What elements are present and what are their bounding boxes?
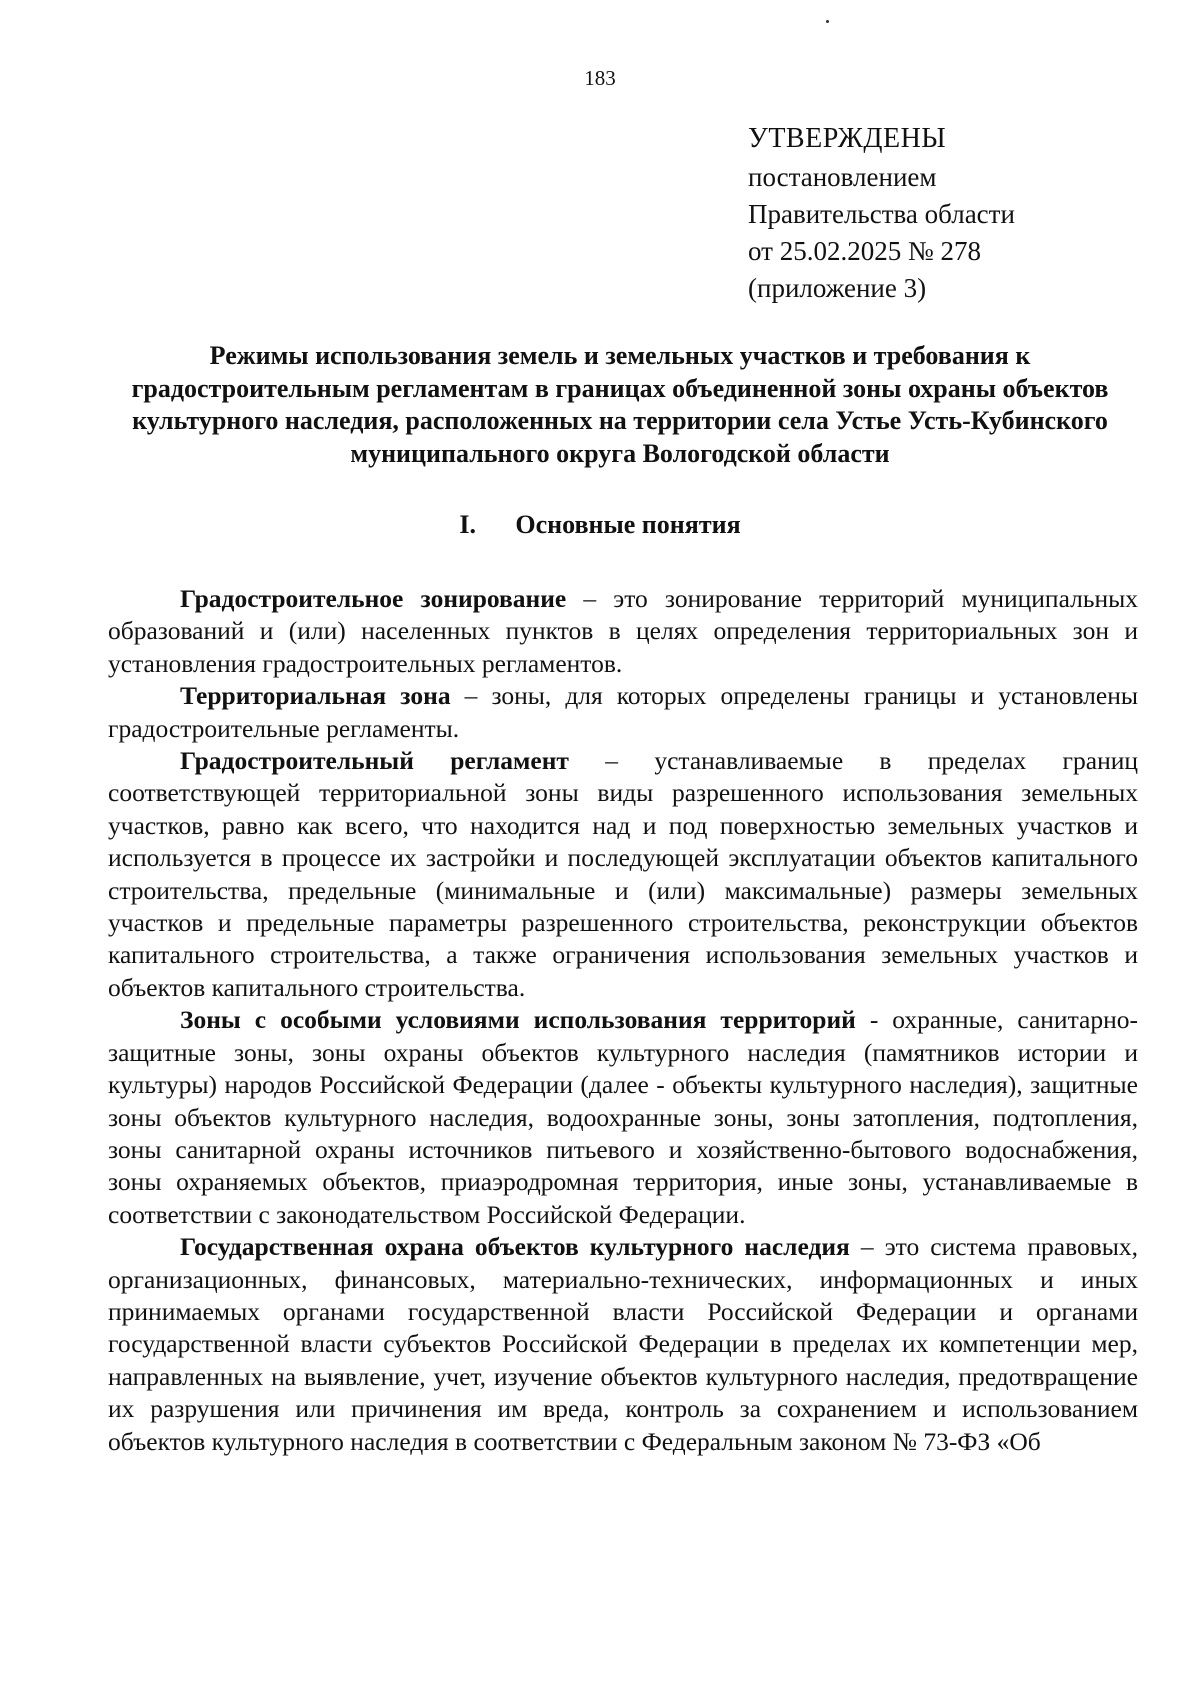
definition-term: Территориальная зона xyxy=(180,681,451,711)
section-number: I. xyxy=(459,510,476,539)
definition-paragraph xyxy=(108,1231,1138,1458)
definition-term: Государственная охрана объектов культурного наследия xyxy=(180,1232,850,1262)
definition-text: – зоны, для которых определены границы и установлены градостроительные регламенты. xyxy=(108,681,1138,743)
page-number: 183 xyxy=(584,66,616,90)
section-heading xyxy=(0,510,1200,540)
approval-heading: УТВЕРЖДЕНЫ xyxy=(748,123,947,154)
approval-block xyxy=(748,120,1015,307)
approval-line: Правительства области xyxy=(748,199,1015,229)
definition-paragraph xyxy=(108,1004,1138,1231)
definition-text: – устанавливаемые в пределах границ соответствующей территориальной зоны виды разрешенного использования земельных участков, равно как всего, что находится над и под поверхностью земельных участков и используется в процессе их застройки и последующей эксплуатации объектов капитального строительства, предельные (минимальные и (или) максимальные) размеры земельных участков и предельные параметры разрешенного строительства, реконструкции объектов капитального строительства, а также ограничения использования земельных участков и объектов капитального строительства. xyxy=(108,746,1139,1002)
definition-text: – это система правовых, организационных, финансовых, материально-технических, информационных и иных принимаемых органами государственной власти Российской Федерации и органами государственной власти субъектов Российской Федерации в пределах их компетенции мер, направленных на выявление, учет, изучение объектов культурного наследия, предотвращение их разрушения или причинения им вреда, контроль за сохранением и использованием объектов культурного наследия в соответствии с Федеральным законом № 73-ФЗ «Об xyxy=(108,1232,1139,1456)
definition-term: Зоны с особыми условиями использования территорий xyxy=(180,1005,856,1035)
definition-paragraph xyxy=(108,680,1138,745)
definition-term: Градостроительное зонирование xyxy=(180,584,567,613)
definitions-body xyxy=(108,583,1138,1458)
section-title: Основные понятия xyxy=(515,510,741,539)
definition-term: Градостроительный регламент xyxy=(180,746,569,776)
definition-text: – это зонирование территорий муниципальных образований и (или) населенных пунктов в целях определения территориальных зон и установления градостроительных регламентов. xyxy=(108,584,1138,678)
definition-text: - охранные, санитарно-защитные зоны, зоны охраны объектов культурного наследия (памятников истории и культуры) народов Российской Федерации (далее - объекты культурного наследия), защитные зоны объектов культурного наследия, водоохранные зоны, зоны затопления, подтопления, зоны санитарной охраны источников питьевого и хозяйственно-бытового водоснабжения, зоны охраняемых объектов, приаэродромная территория, иные зоны, устанавливаемые в соответствии с законодательством Российской Федерации. xyxy=(108,1005,1138,1229)
approval-line: от 25.02.2025 № 278 xyxy=(748,236,981,266)
scan-speck xyxy=(826,20,829,23)
approval-line: (приложение 3) xyxy=(748,273,927,303)
document-title: Режимы использования земель и земельных участков и требования к градостроительным регламентам в границах объединенной зоны охраны объектов культурного наследия, расположенных на территории села Устье Усть-Кубинского муниципального округа Вологодской области xyxy=(131,341,1109,468)
definition-paragraph xyxy=(108,745,1138,1004)
definition-paragraph xyxy=(108,583,1138,680)
approval-line: постановлением xyxy=(748,162,937,192)
